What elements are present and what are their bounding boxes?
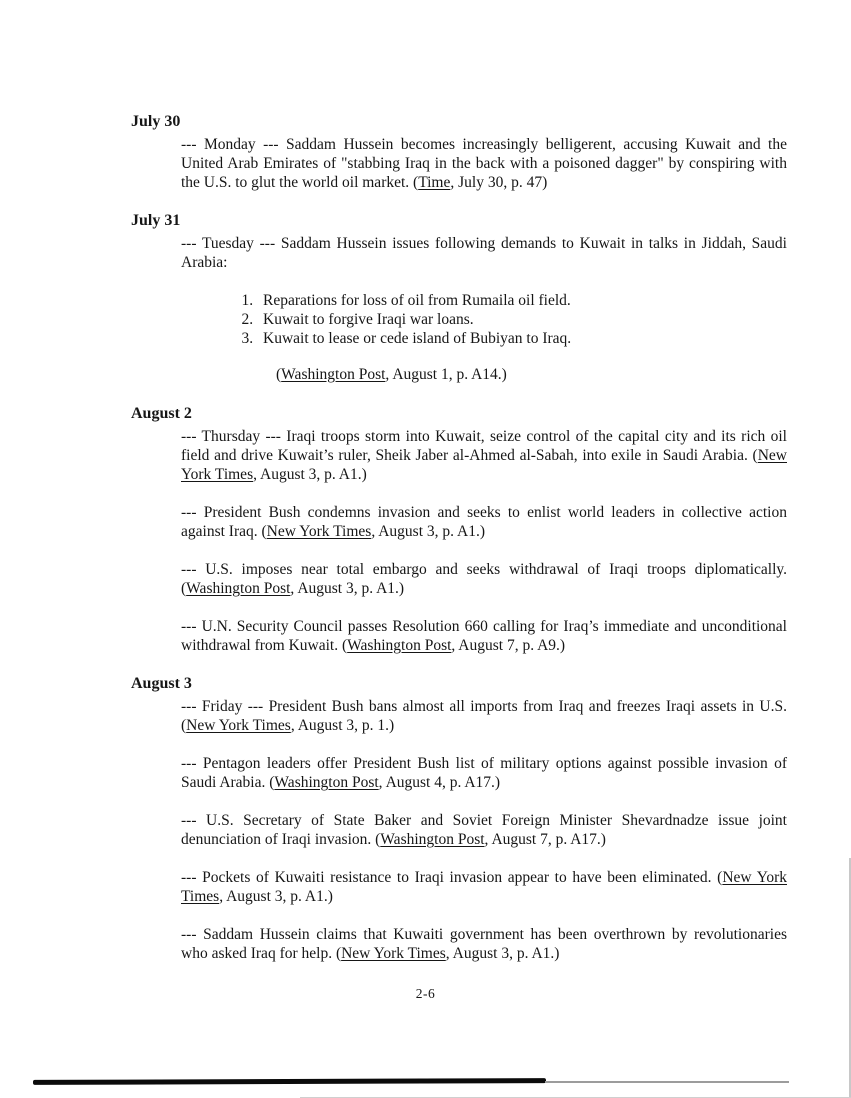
entry-text: --- Friday --- President Bush bans almost all imports from Iraq and freezes Iraqi assets in U.S. ( <box>181 698 787 734</box>
citation-text: , August 1, p. A14.) <box>385 366 507 383</box>
entry-text: --- Pentagon leaders offer President Bush list of military options against possible invasion of Saudi Arabia. ( <box>181 755 787 791</box>
scan-artifact-dark-line <box>33 1078 546 1085</box>
entry-paragraph <box>181 560 787 598</box>
source-name: Washington Post <box>347 637 452 654</box>
entry-citation-text: , August 3, p. A1.) <box>253 466 367 483</box>
date-heading: July 30 <box>131 113 181 130</box>
section-august-3 <box>131 674 787 963</box>
entry-citation-text: , August 3, p. A1.) <box>219 888 333 905</box>
entry-paragraph <box>181 697 787 735</box>
source-name: New York Times <box>181 447 787 483</box>
list-item: 1. Reparations for loss of oil from Rumaila oil field. <box>257 291 787 310</box>
entry-text: --- Saddam Hussein claims that Kuwaiti government has been overthrown by revolutionaries who asked Iraq for help. ( <box>181 926 787 962</box>
entry-text: --- Tuesday --- Saddam Hussein issues following demands to Kuwait in talks in Jiddah, Saudi Arabia: <box>181 235 787 271</box>
entry-citation-text: , August 3, p. A1.) <box>290 580 405 597</box>
entry-text: --- U.N. Security Council passes Resolution 660 calling for Iraq’s immediate and unconditional withdrawal from Kuwait. ( <box>181 618 787 654</box>
section-august-2 <box>131 404 787 655</box>
entry-citation-text: , August 7, p. A17.) <box>484 831 606 848</box>
entry-paragraph <box>181 234 787 272</box>
entry-citation-text: , July 30, p. 47) <box>450 174 548 191</box>
citation-line <box>276 365 787 384</box>
date-heading: August 2 <box>131 405 192 422</box>
entry-paragraph <box>181 617 787 655</box>
source-name: Washington Post <box>186 580 291 597</box>
entry-paragraph <box>181 503 787 541</box>
demands-list <box>131 291 787 348</box>
entry-citation-text: , August 3, p. A1.) <box>371 523 486 540</box>
section-july-30 <box>131 112 787 192</box>
source-name: New York Times <box>181 869 787 905</box>
page-number: 2-6 <box>415 986 436 1001</box>
source-name: Time <box>418 174 451 191</box>
entry-paragraph <box>181 925 787 963</box>
source-name: New York Times <box>266 523 372 540</box>
entry-paragraph <box>181 427 787 484</box>
source-name: Washington Post <box>274 774 379 791</box>
source-name: Washington Post <box>281 366 386 383</box>
entry-text: --- Thursday --- Iraqi troops storm into Kuwait, seize control of the capital city and its rich oil field and drive Kuwait’s ruler, Sheik Jaber al-Ahmed al-Sabah, into exile in Saudi Arabia. ( <box>181 428 787 464</box>
source-name: New York Times <box>341 945 446 962</box>
entry-citation-text: , August 4, p. A17.) <box>378 774 501 791</box>
entry-paragraph <box>181 868 787 906</box>
entry-text: --- U.S. Secretary of State Baker and Soviet Foreign Minister Shevardnadze issue joint denunciation of Iraqi invasion. ( <box>181 812 787 848</box>
entry-text: --- Pockets of Kuwaiti resistance to Iraqi invasion appear to have been eliminated. ( <box>181 869 723 886</box>
entry-citation-text: , August 3, p. 1.) <box>290 717 395 734</box>
entry-paragraph <box>181 135 787 192</box>
list-item: 2. Kuwait to forgive Iraqi war loans. <box>257 310 787 329</box>
date-heading: July 31 <box>131 212 181 229</box>
source-name: Washington Post <box>380 831 485 848</box>
section-july-31 <box>131 211 787 384</box>
entry-text: --- Monday --- Saddam Hussein becomes increasingly belligerent, accusing Kuwait and the United Arab Emirates of "stabbing Iraq in the back with a poisoned dagger" by conspiring with the U.S. to glut the world oil market. ( <box>181 136 787 191</box>
scan-artifact-light-line <box>545 1081 789 1083</box>
source-name: New York Times <box>186 717 291 734</box>
entry-paragraph <box>181 754 787 792</box>
list-item: 3. Kuwait to lease or cede island of Bubiyan to Iraq. <box>257 329 787 348</box>
entry-paragraph <box>181 811 787 849</box>
entry-text: --- President Bush condemns invasion and seeks to enlist world leaders in collective action against Iraq. ( <box>181 504 787 540</box>
entry-citation-text: , August 7, p. A9.) <box>451 637 566 654</box>
date-heading: August 3 <box>131 675 192 692</box>
citation-text: ( <box>276 366 282 383</box>
entry-citation-text: , August 3, p. A1.) <box>445 945 560 962</box>
entry-text: --- U.S. imposes near total embargo and seeks withdrawal of Iraqi troops diplomatically. ( <box>181 561 787 597</box>
